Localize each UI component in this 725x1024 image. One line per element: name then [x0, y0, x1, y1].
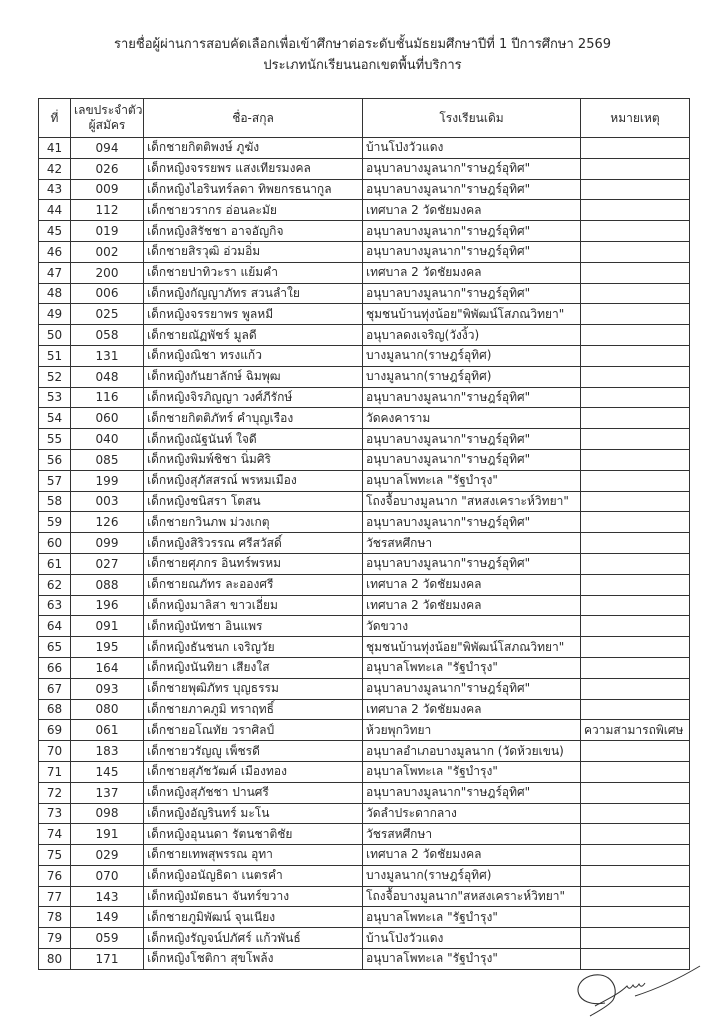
header-name: ชื่อ-สกุล: [144, 99, 363, 138]
row-remark: [581, 741, 690, 762]
row-no: 61: [39, 553, 71, 574]
row-no: 47: [39, 262, 71, 283]
row-remark: [581, 886, 690, 907]
table-row: [39, 345, 690, 366]
row-applicant-id: 080: [71, 699, 144, 720]
row-remark: [581, 221, 690, 242]
row-name: เด็กหญิงอุนนดา รัตนชาติชัย: [144, 824, 363, 845]
row-school: เทศบาล 2 วัดชัยมงคล: [363, 699, 581, 720]
row-remark: [581, 491, 690, 512]
row-no: 53: [39, 387, 71, 408]
row-remark: [581, 304, 690, 325]
row-remark: [581, 907, 690, 928]
table-row: [39, 491, 690, 512]
row-no: 50: [39, 325, 71, 346]
row-no: 64: [39, 616, 71, 637]
table-row: [39, 512, 690, 533]
row-applicant-id: 196: [71, 595, 144, 616]
header-no: ที่: [39, 99, 71, 138]
row-applicant-id: 085: [71, 449, 144, 470]
row-applicant-id: 098: [71, 803, 144, 824]
row-school: อนุบาลบางมูลนาก"ราษฎร์อุทิศ": [363, 221, 581, 242]
row-school: อนุบาลโพทะเล "รัฐบำรุง": [363, 907, 581, 928]
row-no: 49: [39, 304, 71, 325]
row-school: เทศบาล 2 วัดชัยมงคล: [363, 262, 581, 283]
row-no: 42: [39, 158, 71, 179]
row-no: 57: [39, 470, 71, 491]
row-school: เทศบาล 2 วัดชัยมงคล: [363, 200, 581, 221]
row-name: เด็กหญิงนัทชา อินแพร: [144, 616, 363, 637]
row-name: เด็กหญิงอนัญธิดา เนตรคำ: [144, 865, 363, 886]
row-no: 63: [39, 595, 71, 616]
row-applicant-id: 195: [71, 637, 144, 658]
row-school: ชุมชนบ้านทุ่งน้อย"พิพัฒน์โสภณวิทยา": [363, 304, 581, 325]
row-applicant-id: 026: [71, 158, 144, 179]
row-name: เด็กชายภาคภูมิ ทราฤทธิ์: [144, 699, 363, 720]
row-applicant-id: 058: [71, 325, 144, 346]
table-row: [39, 845, 690, 866]
row-school: อนุบาลบางมูลนาก"ราษฎร์อุทิศ": [363, 179, 581, 200]
row-no: 78: [39, 907, 71, 928]
row-no: 73: [39, 803, 71, 824]
row-school: อนุบาลบางมูลนาก"ราษฎร์อุทิศ": [363, 512, 581, 533]
row-applicant-id: 048: [71, 366, 144, 387]
row-remark: [581, 200, 690, 221]
row-name: เด็กหญิงพิมพ์ชิชา นิ่มศิริ: [144, 449, 363, 470]
table-row: [39, 699, 690, 720]
row-name: เด็กหญิงมาลิสา ขาวเอี่ยม: [144, 595, 363, 616]
row-school: บางมูลนาก(ราษฎร์อุทิศ): [363, 865, 581, 886]
table-row: [39, 387, 690, 408]
table-row: [39, 449, 690, 470]
table-row: [39, 221, 690, 242]
row-no: 62: [39, 574, 71, 595]
row-applicant-id: 116: [71, 387, 144, 408]
table-row: [39, 865, 690, 886]
row-name: เด็กหญิงจรรยาพร พูลหมี: [144, 304, 363, 325]
row-name: เด็กชายภูมิพัฒน์ จุนเนียง: [144, 907, 363, 928]
results-table: [38, 98, 690, 970]
row-name: เด็กหญิงไอรินทร์ลดา ทิพยกรธนากูล: [144, 179, 363, 200]
row-school: ห้วยพุกวิทยา: [363, 720, 581, 741]
row-remark: [581, 241, 690, 262]
row-remark: [581, 865, 690, 886]
row-name: เด็กหญิงสิริวรรณ ศรีสวัสดิ์: [144, 533, 363, 554]
row-name: เด็กชายสุภัชวัฒค์ เมืองทอง: [144, 761, 363, 782]
row-name: เด็กหญิงสิรัชชา อาจอัญกิจ: [144, 221, 363, 242]
row-remark: [581, 470, 690, 491]
table-row: [39, 741, 690, 762]
header-remark: หมายเหตุ: [581, 99, 690, 138]
row-school: อนุบาลบางมูลนาก"ราษฎร์อุทิศ": [363, 387, 581, 408]
row-remark: [581, 325, 690, 346]
header-applicant-id: [71, 99, 144, 138]
row-school: วัชรสหศึกษา: [363, 824, 581, 845]
row-applicant-id: 137: [71, 782, 144, 803]
row-name: เด็กหญิงกันยาลักษ์ ฉิมพุฒ: [144, 366, 363, 387]
row-name: เด็กชายปาทิวะรา แย้มคำ: [144, 262, 363, 283]
row-school: อนุบาลอำเภอบางมูลนาก (วัดห้วยเขน): [363, 741, 581, 762]
row-no: 80: [39, 949, 71, 970]
row-school: วัดขวาง: [363, 616, 581, 637]
row-name: เด็กชายกิตติภัทร์ คำบุญเรือง: [144, 408, 363, 429]
row-remark: [581, 782, 690, 803]
row-applicant-id: 070: [71, 865, 144, 886]
row-no: 58: [39, 491, 71, 512]
row-no: 54: [39, 408, 71, 429]
row-applicant-id: 019: [71, 221, 144, 242]
header-school: โรงเรียนเดิม: [363, 99, 581, 138]
row-name: เด็กชายอโณทัย วราศิลป์: [144, 720, 363, 741]
row-no: 68: [39, 699, 71, 720]
table-row: [39, 304, 690, 325]
row-name: เด็กชายวรากร อ่อนละมัย: [144, 200, 363, 221]
row-no: 46: [39, 241, 71, 262]
row-no: 71: [39, 761, 71, 782]
table-row: [39, 720, 690, 741]
row-remark: [581, 387, 690, 408]
row-applicant-id: 200: [71, 262, 144, 283]
table-row: [39, 200, 690, 221]
table-row: [39, 470, 690, 491]
row-no: 65: [39, 637, 71, 658]
row-no: 44: [39, 200, 71, 221]
row-applicant-id: 094: [71, 138, 144, 159]
header-applicant-id-line1: เลขประจำตัว: [74, 103, 143, 117]
row-remark: [581, 449, 690, 470]
table-row: [39, 366, 690, 387]
row-school: อนุบาลดงเจริญ(วังงิ้ว): [363, 325, 581, 346]
row-school: อนุบาลบางมูลนาก"ราษฎร์อุทิศ": [363, 429, 581, 450]
row-no: 60: [39, 533, 71, 554]
row-school: บ้านโป่งวัวแดง: [363, 138, 581, 159]
row-no: 51: [39, 345, 71, 366]
document-title: รายชื่อผู้ผ่านการสอบคัดเลือกเพื่อเข้าศึกษาต่อระดับชั้นมัธยมศึกษาปีที่ 1 ปีการศึกษา 2569: [113, 37, 612, 52]
row-remark: [581, 595, 690, 616]
row-remark: [581, 553, 690, 574]
row-no: 52: [39, 366, 71, 387]
row-no: 79: [39, 928, 71, 949]
row-no: 59: [39, 512, 71, 533]
row-no: 70: [39, 741, 71, 762]
row-remark: [581, 761, 690, 782]
row-no: 66: [39, 657, 71, 678]
signature-icon: [565, 958, 705, 1018]
row-school: เทศบาล 2 วัดชัยมงคล: [363, 574, 581, 595]
row-school: อนุบาลโพทะเล "รัฐบำรุง": [363, 949, 581, 970]
row-remark: [581, 803, 690, 824]
table-row: [39, 325, 690, 346]
row-name: เด็กหญิงโชติกา สุขโพล้ง: [144, 949, 363, 970]
row-no: 77: [39, 886, 71, 907]
row-applicant-id: 191: [71, 824, 144, 845]
row-remark: [581, 657, 690, 678]
document-subtitle: ประเภทนักเรียนนอกเขตพื้นที่บริการ: [263, 58, 462, 73]
row-name: เด็กชายพุฒิภัทร บุญธรรม: [144, 678, 363, 699]
row-name: เด็กชายศุภกร อินทร์พรหม: [144, 553, 363, 574]
table-row: [39, 595, 690, 616]
row-school: โถงจื้อบางมูลนาก"สหสงเคราะห์วิทยา": [363, 886, 581, 907]
row-school: อนุบาลบางมูลนาก"ราษฎร์อุทิศ": [363, 449, 581, 470]
row-school: อนุบาลบางมูลนาก"ราษฎร์อุทิศ": [363, 782, 581, 803]
row-school: อนุบาลโพทะเล "รัฐบำรุง": [363, 470, 581, 491]
table-header-row: [39, 99, 690, 138]
row-name: เด็กหญิงธันชนก เจริญวัย: [144, 637, 363, 658]
row-applicant-id: 060: [71, 408, 144, 429]
table-row: [39, 761, 690, 782]
row-school: วัชรสหศึกษา: [363, 533, 581, 554]
row-name: เด็กหญิงจรรยพร แสงเทียรมงคล: [144, 158, 363, 179]
row-name: เด็กหญิงมัตธนา จันทร์ขวาง: [144, 886, 363, 907]
row-school: วัดลำประดากลาง: [363, 803, 581, 824]
row-school: อนุบาลบางมูลนาก"ราษฎร์อุทิศ": [363, 158, 581, 179]
row-applicant-id: 199: [71, 470, 144, 491]
row-remark: [581, 928, 690, 949]
row-school: อนุบาลบางมูลนาก"ราษฎร์อุทิศ": [363, 283, 581, 304]
table-row: [39, 408, 690, 429]
row-school: บางมูลนาก(ราษฎร์อุทิศ): [363, 345, 581, 366]
row-applicant-id: 006: [71, 283, 144, 304]
table-row: [39, 179, 690, 200]
row-name: เด็กชายวรัญญู เพ็ชรดี: [144, 741, 363, 762]
row-no: 76: [39, 865, 71, 886]
row-school: อนุบาลโพทะเล "รัฐบำรุง": [363, 657, 581, 678]
table-row: [39, 283, 690, 304]
row-name: เด็กชายกิตติพงษ์ ภูฆัง: [144, 138, 363, 159]
row-school: อนุบาลบางมูลนาก"ราษฎร์อุทิศ": [363, 241, 581, 262]
table-row: [39, 803, 690, 824]
row-no: 45: [39, 221, 71, 242]
header-applicant-id-line2: ผู้สมัคร: [88, 118, 126, 132]
row-name: เด็กชายกวินภพ ม่วงเกตุ: [144, 512, 363, 533]
row-no: 43: [39, 179, 71, 200]
row-remark: [581, 512, 690, 533]
table-row: [39, 616, 690, 637]
row-applicant-id: 061: [71, 720, 144, 741]
row-remark: [581, 179, 690, 200]
row-applicant-id: 040: [71, 429, 144, 450]
row-applicant-id: 093: [71, 678, 144, 699]
table-row: [39, 824, 690, 845]
row-school: เทศบาล 2 วัดชัยมงคล: [363, 845, 581, 866]
table-row: [39, 553, 690, 574]
row-applicant-id: 088: [71, 574, 144, 595]
row-applicant-id: 143: [71, 886, 144, 907]
row-name: เด็กหญิงชนิสรา โตสน: [144, 491, 363, 512]
table-row: [39, 782, 690, 803]
row-remark: [581, 616, 690, 637]
row-school: โถงจื้อบางมูลนาก "สหสงเคราะห์วิทยา": [363, 491, 581, 512]
row-remark: [581, 138, 690, 159]
row-name: เด็กหญิงอัญรินทร์ มะโน: [144, 803, 363, 824]
row-remark: [581, 262, 690, 283]
row-no: 75: [39, 845, 71, 866]
row-name: เด็กชายเทพสุพรรณ อุทา: [144, 845, 363, 866]
row-name: เด็กหญิงรัญจน์ปภัศร์ แก้วพันธ์: [144, 928, 363, 949]
row-school: บางมูลนาก(ราษฎร์อุทิศ): [363, 366, 581, 387]
row-school: อนุบาลบางมูลนาก"ราษฎร์อุทิศ": [363, 678, 581, 699]
row-school: บ้านโป่งวัวแดง: [363, 928, 581, 949]
row-name: เด็กชายณภัทร ละอองศรี: [144, 574, 363, 595]
row-name: เด็กหญิงณัฐนันท์ ใจดี: [144, 429, 363, 450]
row-remark: [581, 824, 690, 845]
row-remark: [581, 408, 690, 429]
row-no: 67: [39, 678, 71, 699]
row-name: เด็กหญิงสุภัชชา ปานศรี: [144, 782, 363, 803]
row-school: ชุมชนบ้านทุ่งน้อย"พิพัฒน์โสภณวิทยา": [363, 637, 581, 658]
table-row: [39, 637, 690, 658]
table-row: [39, 241, 690, 262]
row-name: เด็กหญิงจิรภิญญา วงศ์ภีรักษ์: [144, 387, 363, 408]
row-school: เทศบาล 2 วัดชัยมงคล: [363, 595, 581, 616]
table-row: [39, 429, 690, 450]
row-remark: [581, 845, 690, 866]
row-school: อนุบาลบางมูลนาก"ราษฎร์อุทิศ": [363, 553, 581, 574]
row-applicant-id: 027: [71, 553, 144, 574]
row-remark: [581, 637, 690, 658]
row-applicant-id: 183: [71, 741, 144, 762]
row-applicant-id: 131: [71, 345, 144, 366]
row-remark: [581, 366, 690, 387]
row-applicant-id: 091: [71, 616, 144, 637]
table-row: [39, 657, 690, 678]
row-remark: [581, 678, 690, 699]
row-no: 41: [39, 138, 71, 159]
table-row: [39, 907, 690, 928]
table-row: [39, 533, 690, 554]
row-remark: [581, 574, 690, 595]
row-school: วัดคงคาราม: [363, 408, 581, 429]
row-applicant-id: 002: [71, 241, 144, 262]
table-row: [39, 158, 690, 179]
row-no: 55: [39, 429, 71, 450]
row-no: 48: [39, 283, 71, 304]
row-applicant-id: 009: [71, 179, 144, 200]
row-remark: ความสามารถพิเศษ: [581, 720, 690, 741]
row-name: เด็กชายสิรวุฒิ อ่วมอิ่ม: [144, 241, 363, 262]
table-row: [39, 678, 690, 699]
row-name: เด็กหญิงณิชา ทรงแก้ว: [144, 345, 363, 366]
table-row: [39, 574, 690, 595]
row-applicant-id: 126: [71, 512, 144, 533]
row-applicant-id: 145: [71, 761, 144, 782]
row-applicant-id: 029: [71, 845, 144, 866]
row-no: 56: [39, 449, 71, 470]
row-applicant-id: 171: [71, 949, 144, 970]
row-applicant-id: 003: [71, 491, 144, 512]
row-school: อนุบาลโพทะเล "รัฐบำรุง": [363, 761, 581, 782]
table-row: [39, 928, 690, 949]
row-name: เด็กชายณัฏพัชร์ มูลดี: [144, 325, 363, 346]
row-remark: [581, 429, 690, 450]
row-remark: [581, 533, 690, 554]
row-remark: [581, 699, 690, 720]
row-applicant-id: 164: [71, 657, 144, 678]
row-applicant-id: 099: [71, 533, 144, 554]
row-remark: [581, 283, 690, 304]
row-applicant-id: 025: [71, 304, 144, 325]
row-applicant-id: 059: [71, 928, 144, 949]
row-applicant-id: 149: [71, 907, 144, 928]
row-no: 69: [39, 720, 71, 741]
table-row: [39, 262, 690, 283]
row-name: เด็กหญิงสุภัสสรณ์ พรหมเมือง: [144, 470, 363, 491]
row-remark: [581, 345, 690, 366]
row-name: เด็กหญิงนันทิยา เสียงใส: [144, 657, 363, 678]
table-row: [39, 138, 690, 159]
row-no: 74: [39, 824, 71, 845]
row-remark: [581, 158, 690, 179]
row-no: 72: [39, 782, 71, 803]
table-row: [39, 886, 690, 907]
row-applicant-id: 112: [71, 200, 144, 221]
row-name: เด็กหญิงกัญญาภัทร สวนลำใย: [144, 283, 363, 304]
